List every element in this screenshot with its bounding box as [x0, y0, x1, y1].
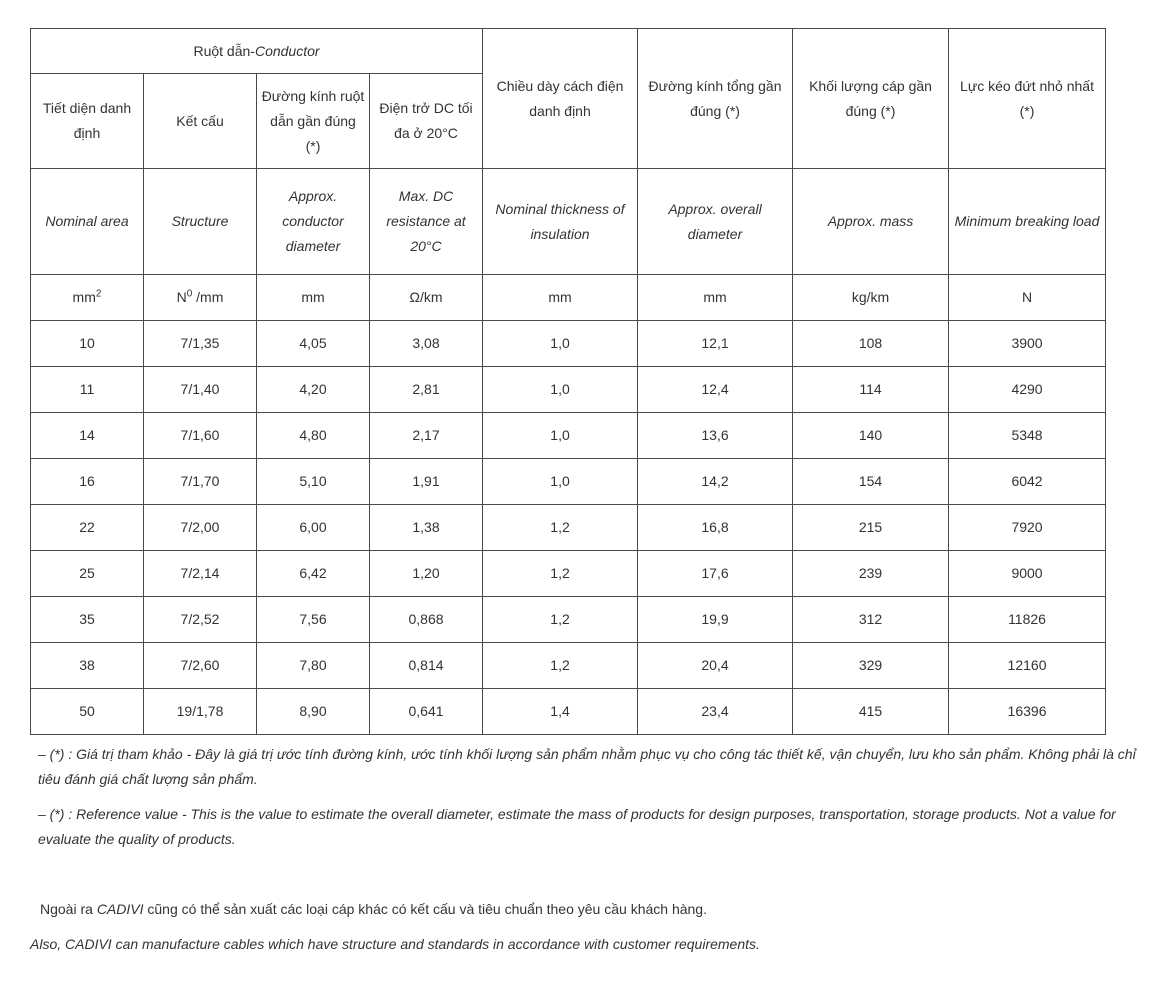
cell-mass: 154: [793, 459, 949, 505]
conductor-group-header: [31, 29, 483, 74]
cell-conductor-diameter: 6,42: [257, 551, 370, 597]
unit-structure: [144, 275, 257, 321]
footer-note-en: Also, CADIVI can manufacture cables which have structure and standards in accordance with customer requirements.: [30, 936, 760, 952]
units-row: [31, 275, 1106, 321]
cable-spec-table: [30, 28, 1106, 735]
table-row: [31, 551, 1106, 597]
cell-dc-resistance: 0,814: [370, 643, 483, 689]
cell-breaking-load: 6042: [949, 459, 1106, 505]
cell-insulation: 1,0: [483, 321, 638, 367]
reference-note-en: – (*) : Reference value - This is the value to estimate the overall diameter, estimate the mass of products for design purposes, transportation, storage products. Not a value for evaluate the quality of products.: [38, 806, 1116, 847]
cell-overall-diameter: 23,4: [638, 689, 793, 735]
cell-insulation: 1,0: [483, 459, 638, 505]
table-row: [31, 505, 1106, 551]
unit-mass: kg/km: [793, 275, 949, 321]
cell-area: 16: [31, 459, 144, 505]
unit-structure-rest: /mm: [192, 289, 224, 305]
table-row: [31, 413, 1106, 459]
footer-vi-after: cũng có thể sản xuất các loại cáp khác có kết cấu và tiêu chuẩn theo yêu cầu khách hàng.: [143, 901, 707, 917]
cell-dc-resistance: 1,20: [370, 551, 483, 597]
header-structure-en: Structure: [144, 169, 257, 275]
header-overall-diameter-en: Approx. overall diameter: [638, 169, 793, 275]
unit-area: [31, 275, 144, 321]
header-breaking-load-vi: Lực kéo đứt nhỏ nhất (*): [949, 29, 1106, 169]
cell-area: 10: [31, 321, 144, 367]
header-overall-diameter-vi: Đường kính tổng gần đúng (*): [638, 29, 793, 169]
cell-area: 35: [31, 597, 144, 643]
cell-mass: 140: [793, 413, 949, 459]
cell-dc-resistance: 3,08: [370, 321, 483, 367]
header-conductor-diameter-vi: Đường kính ruột dẫn gần đúng (*): [257, 74, 370, 169]
cell-breaking-load: 7920: [949, 505, 1106, 551]
table-row: [31, 597, 1106, 643]
cell-mass: 108: [793, 321, 949, 367]
cell-structure: 19/1,78: [144, 689, 257, 735]
footer-vi-brand: CADIVI: [96, 901, 144, 917]
cell-area: 22: [31, 505, 144, 551]
conductor-group-en: Conductor: [254, 42, 320, 59]
cell-mass: 215: [793, 505, 949, 551]
reference-note-vi: – (*) : Giá trị tham khảo - Đây là giá trị ước tính đường kính, ước tính khối lượng sản phẩm nhằm phục vụ cho công tác thiết kế, vận chuyển, lưu kho sản phẩm. Không phải là chỉ tiêu đánh giá chất lượng sản phẩm.: [38, 746, 1136, 787]
unit-breaking-load: N: [949, 275, 1106, 321]
unit-structure-base: N: [176, 289, 187, 305]
cell-insulation: 1,4: [483, 689, 638, 735]
cell-overall-diameter: 13,6: [638, 413, 793, 459]
cell-overall-diameter: 12,4: [638, 367, 793, 413]
cell-overall-diameter: 19,9: [638, 597, 793, 643]
cell-breaking-load: 9000: [949, 551, 1106, 597]
header-insulation-vi: Chiều dày cách điện danh định: [483, 29, 638, 169]
unit-overall-diameter: mm: [638, 275, 793, 321]
header-insulation-en: Nominal thickness of insulation: [483, 169, 638, 275]
cell-overall-diameter: 17,6: [638, 551, 793, 597]
cell-mass: 312: [793, 597, 949, 643]
table-row: [31, 459, 1106, 505]
footer-vi-before: Ngoài ra: [40, 901, 97, 917]
cell-conductor-diameter: 4,05: [257, 321, 370, 367]
cell-dc-resistance: 1,38: [370, 505, 483, 551]
cell-mass: 329: [793, 643, 949, 689]
cell-conductor-diameter: 4,20: [257, 367, 370, 413]
table-row: [31, 643, 1106, 689]
cell-structure: 7/1,60: [144, 413, 257, 459]
header-area-vi: Tiết diện danh định: [31, 74, 144, 169]
header-area-en: Nominal area: [31, 169, 144, 275]
cell-overall-diameter: 12,1: [638, 321, 793, 367]
table-row: [31, 689, 1106, 735]
header-breaking-load-en: Minimum breaking load: [949, 169, 1106, 275]
cell-area: 11: [31, 367, 144, 413]
unit-structure-sup: 0: [186, 288, 193, 300]
cell-structure: 7/2,60: [144, 643, 257, 689]
cell-insulation: 1,2: [483, 597, 638, 643]
cell-mass: 239: [793, 551, 949, 597]
cell-dc-resistance: 1,91: [370, 459, 483, 505]
cell-structure: 7/2,14: [144, 551, 257, 597]
header-mass-en: Approx. mass: [793, 169, 949, 275]
header-conductor-diameter-en: Approx. conductor diameter: [257, 169, 370, 275]
cell-conductor-diameter: 6,00: [257, 505, 370, 551]
cell-breaking-load: 4290: [949, 367, 1106, 413]
cell-mass: 114: [793, 367, 949, 413]
cell-dc-resistance: 2,17: [370, 413, 483, 459]
cell-conductor-diameter: 5,10: [257, 459, 370, 505]
cell-overall-diameter: 16,8: [638, 505, 793, 551]
cell-dc-resistance: 0,868: [370, 597, 483, 643]
unit-insulation: mm: [483, 275, 638, 321]
cell-conductor-diameter: 7,80: [257, 643, 370, 689]
cell-overall-diameter: 14,2: [638, 459, 793, 505]
table-row: [31, 367, 1106, 413]
cell-conductor-diameter: 7,56: [257, 597, 370, 643]
cell-breaking-load: 3900: [949, 321, 1106, 367]
cell-area: 50: [31, 689, 144, 735]
cell-breaking-load: 11826: [949, 597, 1106, 643]
cell-insulation: 1,0: [483, 367, 638, 413]
cell-area: 25: [31, 551, 144, 597]
unit-dc-resistance: Ω/km: [370, 275, 483, 321]
cell-insulation: 1,2: [483, 505, 638, 551]
footer-note-vi: [40, 897, 707, 922]
cell-structure: 7/1,35: [144, 321, 257, 367]
header-dc-resistance-vi: Điện trở DC tối đa ở 20°C: [370, 74, 483, 169]
unit-area-base: mm: [72, 289, 96, 305]
unit-conductor-diameter: mm: [257, 275, 370, 321]
cell-dc-resistance: 0,641: [370, 689, 483, 735]
cell-breaking-load: 16396: [949, 689, 1106, 735]
header-mass-vi: Khối lượng cáp gần đúng (*): [793, 29, 949, 169]
cell-area: 14: [31, 413, 144, 459]
cell-overall-diameter: 20,4: [638, 643, 793, 689]
conductor-group-vi: Ruột dẫn-: [193, 42, 255, 59]
cell-conductor-diameter: 4,80: [257, 413, 370, 459]
header-dc-resistance-en: Max. DC resistance at 20°C: [370, 169, 483, 275]
cell-insulation: 1,2: [483, 643, 638, 689]
cell-area: 38: [31, 643, 144, 689]
cell-breaking-load: 5348: [949, 413, 1106, 459]
cell-structure: 7/2,00: [144, 505, 257, 551]
cell-insulation: 1,0: [483, 413, 638, 459]
table-row: [31, 321, 1106, 367]
cell-dc-resistance: 2,81: [370, 367, 483, 413]
cell-structure: 7/1,70: [144, 459, 257, 505]
unit-area-sup: 2: [95, 288, 102, 300]
cell-mass: 415: [793, 689, 949, 735]
cell-structure: 7/2,52: [144, 597, 257, 643]
header-structure-vi: Kết cấu: [144, 74, 257, 169]
cell-structure: 7/1,40: [144, 367, 257, 413]
cell-conductor-diameter: 8,90: [257, 689, 370, 735]
cell-insulation: 1,2: [483, 551, 638, 597]
cell-breaking-load: 12160: [949, 643, 1106, 689]
